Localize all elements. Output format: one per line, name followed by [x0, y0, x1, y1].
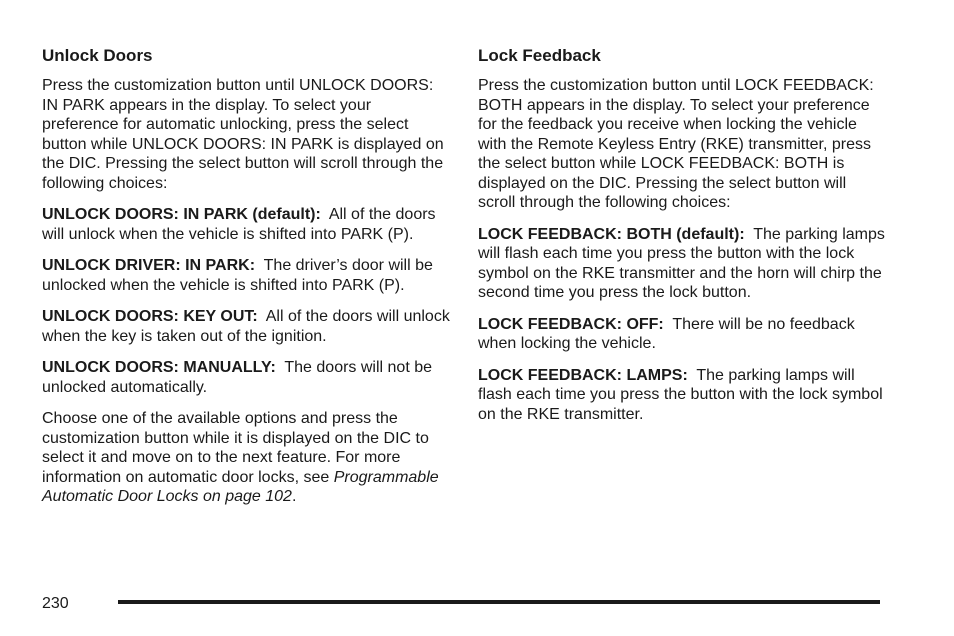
lock-feedback-intro: Press the customization button until LOCK FEEDBACK: BOTH appears in the display. To select your preference for the feedback you receive when locking the vehicle with the Remote Keyless Entry (RKE) transmitter, press the select button while LOCK FEEDBACK: BOTH is displayed on the DIC. Pressing the select button will scroll through the following choices: [478, 77, 874, 211]
unlock-doors-intro: Press the customization button until UNLOCK DOORS: IN PARK appears in the display. To select your preference for automatic unlocking, press the select button while UNLOCK DOORS: IN PARK is displayed on the DIC. Pressing the select button will scroll through the following choices: [42, 77, 444, 192]
option-lock-feedback-both [478, 225, 886, 303]
section-heading-unlock-doors: Unlock Doors [42, 46, 153, 65]
option-term: LOCK FEEDBACK: OFF: [478, 315, 664, 333]
option-term: UNLOCK DOORS: KEY OUT: [42, 308, 258, 325]
option-lock-feedback-off [478, 315, 886, 354]
option-text: The doors will not be unlocked automatically. [42, 359, 433, 396]
option-text: The parking lamps will flash each time you press the button with the lock symbol on the RKE transmitter and the horn will chirp the second time you press the lock button. [478, 225, 885, 301]
cross-reference: Programmable Automatic Door Locks on page 102 [42, 468, 439, 505]
option-term: UNLOCK DRIVER: IN PARK: [42, 257, 256, 274]
option-term: UNLOCK DOORS: IN PARK (default): [42, 206, 321, 223]
option-term: LOCK FEEDBACK: LAMPS: [478, 366, 688, 384]
option-unlock-doors-in-park [42, 205, 450, 244]
option-text: All of the doors will unlock when the key is taken out of the ignition. [42, 308, 450, 345]
closing-period: . [291, 488, 297, 505]
left-column [42, 46, 450, 519]
option-unlock-driver-in-park [42, 256, 450, 295]
option-term: LOCK FEEDBACK: BOTH (default): [478, 225, 745, 243]
right-column [478, 46, 886, 436]
option-unlock-doors-manually [42, 358, 450, 397]
option-text: There will be no feedback when locking the vehicle. [478, 315, 855, 352]
option-text: The driver’s door will be unlocked when the vehicle is shifted into PARK (P). [42, 257, 433, 294]
footer-rule [118, 600, 880, 604]
closing-text: Choose one of the available options and press the customization button while it is displayed on the DIC to select it and move on to the next feature. For more information on automatic door locks, see [42, 410, 429, 486]
option-text: The parking lamps will flash each time you press the button with the lock symbol on the RKE transmitter. [478, 366, 883, 423]
option-term: UNLOCK DOORS: MANUALLY: [42, 359, 276, 376]
option-text: All of the doors will unlock when the vehicle is shifted into PARK (P). [42, 206, 436, 243]
unlock-doors-closing [42, 409, 450, 507]
section-heading-lock-feedback: Lock Feedback [478, 46, 601, 65]
option-lock-feedback-lamps [478, 366, 886, 425]
option-unlock-doors-key-out [42, 307, 450, 346]
page-number: 230 [42, 595, 69, 612]
